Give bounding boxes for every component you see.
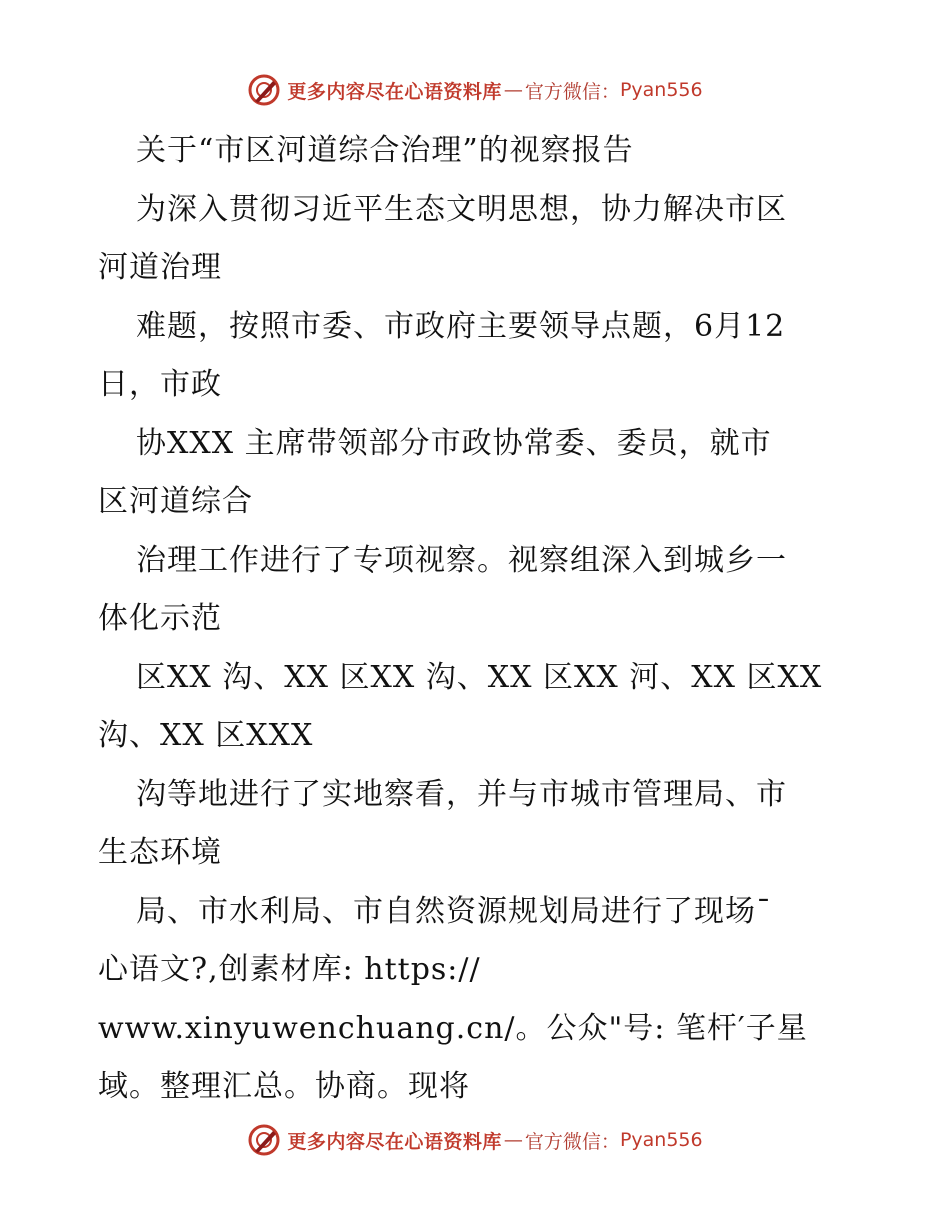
text-line: 域。整理汇总。协商。现将 xyxy=(98,1069,470,1104)
footer-banner xyxy=(0,1120,950,1160)
text-line: 治理工作进行了专项视察。视察组深入到城乡一 xyxy=(136,542,787,578)
header-banner xyxy=(0,70,950,110)
text-line: 河道治理 xyxy=(98,250,222,285)
text-line: www.xinyuwenchuang.cn/。公众"号: 笔杆′子星 xyxy=(98,1010,808,1046)
document-title: 关于“市区河道综合治理”的视察报告 xyxy=(136,133,634,168)
document-body xyxy=(98,122,858,1117)
text-line: 为深入贯彻习近平生态文明思想，协力解决市区 xyxy=(136,191,787,227)
text-line: 区河道综合 xyxy=(98,484,253,519)
brush-logo-icon xyxy=(247,73,281,107)
banner-wechat-id: Pyan556 xyxy=(619,1129,703,1151)
text-line: 区XX 沟、XX 区XX 沟、XX 区XX 河、XX 区XX xyxy=(136,659,823,695)
banner-wechat-label: 官方微信： xyxy=(524,1130,620,1153)
text-line: 局、市水利局、市自然资源规划局进行了现场¯ xyxy=(136,893,772,929)
banner-dash: — xyxy=(503,1129,523,1151)
text-line: 难题，按照市委、市政府主要领导点题，6月12 xyxy=(136,308,786,344)
text-line: 体化示范 xyxy=(98,601,222,636)
banner-main-text: 更多内容尽在心语资料库 xyxy=(287,1130,502,1153)
text-line: 协XXX 主席带领部分市政协常委、委员，就市 xyxy=(136,425,772,461)
text-line: 日，市政 xyxy=(98,367,222,402)
text-line: 沟、XX 区XXX xyxy=(98,718,314,753)
text-line: 心语文?,创素材库: https:// xyxy=(98,952,481,987)
text-line: 沟等地进行了实地察看，并与市城市管理局、市 xyxy=(136,776,787,812)
text-line: 生态环境 xyxy=(98,835,222,870)
banner-main-text: 更多内容尽在心语资料库 xyxy=(287,80,502,103)
banner-wechat-id: Pyan556 xyxy=(619,79,703,101)
banner-dash: — xyxy=(503,79,523,101)
brush-logo-icon xyxy=(247,1123,281,1157)
banner-wechat-label: 官方微信： xyxy=(524,80,620,103)
